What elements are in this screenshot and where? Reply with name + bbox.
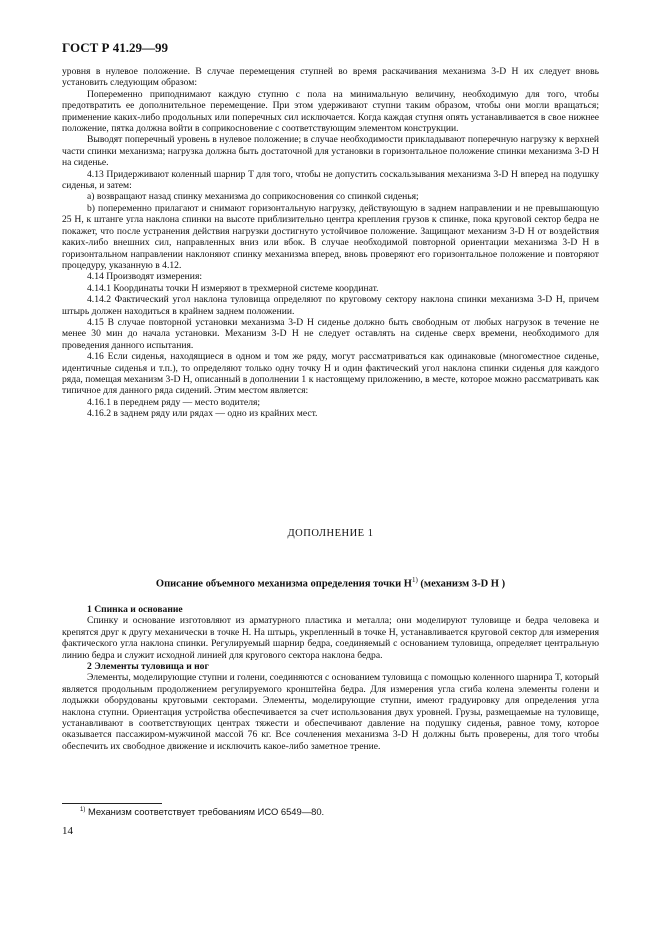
appendix-title-footnote-mark: 1) bbox=[411, 576, 418, 584]
section-heading: 1 Спинка и основание bbox=[87, 604, 183, 615]
appendix-title bbox=[62, 576, 599, 590]
paragraph: 4.15 В случае повторной установки механизма 3-D H сиденье должно быть свободным от любых нагрузок в течение не менее 30 мин до начала установки. Механизм 3-D H не следует оставлять на сиденье сверх времени, необходимого для проведения данного испытания. bbox=[62, 316, 599, 351]
paragraph: b) попеременно прилагают и снимают горизонтальную нагрузку, действующую в заднем направлении и не превышающую 25 Н, к штанге угла наклона спинки на высоте приблизительно центра крепления грузов к спинке, пока круговой сектор бедра не покажет, что после устранения действия нагрузки достигнуто устойчивое положение. Защищают механизм 3-D H от воздействия каких-либо внешних сил, направленных вниз или вбок. В случае необходимой повторной ориентации механизма 3-D H в горизонтальном направлении наклоняют спинку механизма вперед, вновь проверяют его горизонтальное положение и повторяют процедуру, указанную в 4.12. bbox=[62, 202, 599, 271]
section-text: Элементы, моделирующие ступни и голени, соединяются с основанием туловища с помощью коленного шарнира T, который является продольным продолжением регулируемого кронштейна бедра. Для измерения угла сгиба колена элементы голени и лодыжки оборудованы круговыми секторами. Элементы, моделирующие ступни, имеют градуировку для определения угла наклона ступни. Ориентация устройства обеспечивается за счет использования двух уровней. Грузы, размещаемые на туловище, устанавливают в соответствующих центрах тяжести и обеспечивают давление на подушку сиденья, равное тому, которое оказывается пассажиром-мужчиной массой 76 кг. Все сочленения механизма 3-D H должны быть проверены, для того чтобы обеспечить их свободное движение и исключить какое-либо заметное трение. bbox=[62, 672, 599, 752]
page-number: 14 bbox=[62, 825, 73, 837]
footnote-mark: 1) bbox=[80, 806, 86, 813]
paragraph: уровня в нулевое положение. В случае перемещения ступней во время раскачивания механизма 3-D H их следует вновь установить следующим образом: bbox=[62, 66, 599, 89]
paragraph: 4.14 Производят измерения: bbox=[87, 271, 203, 283]
appendix-sections bbox=[62, 604, 599, 752]
footnote-text: Механизм соответствует требованиям ИСО 6549—80. bbox=[85, 806, 325, 817]
paragraph: Выводят поперечный уровень в нулевое положение; в случае необходимости прикладывают поперечную нагрузку к верхней части спинки механизма; нагрузка должна быть достаточной для установки в горизонтальное положение спинки механизма 3-D H на сиденье. bbox=[62, 134, 599, 169]
document-header: ГОСТ Р 41.29—99 bbox=[62, 40, 168, 55]
paragraph: 4.16.2 в заднем ряду или рядах — одно из крайних мест. bbox=[87, 408, 318, 420]
footnote bbox=[80, 806, 324, 817]
appendix-title-tail: (механизм 3-D H ) bbox=[417, 578, 506, 590]
paragraph: а) возвращают назад спинку механизма до соприкосновения со спинкой сиденья; bbox=[87, 191, 419, 203]
footnote-divider bbox=[62, 803, 162, 804]
paragraph: 4.14.2 Фактический угол наклона туловища определяют по круговому сектору наклона спинки механизма 3-D H, причем штырь должен находиться в крайнем заднем положении. bbox=[62, 294, 599, 317]
section-heading: 2 Элементы туловища и ног bbox=[87, 661, 209, 673]
main-body-text bbox=[62, 66, 599, 420]
paragraph: 4.16 Если сиденья, находящиеся в одном и том же ряду, могут рассматриваться как одинаковые (многоместное сиденье, идентичные сиденья и т.п.), то определяют только одну точку H и один фактический угол наклона спинки сиденья для каждого ряда, помещая механизм 3-D H, описанный в дополнении 1 к настоящему приложению, в месте, которое можно рассматривать как типичное для данного ряда сидений. Этим местом является: bbox=[62, 351, 599, 397]
appendix-title-text: Описание объемного механизма определения точки H bbox=[155, 578, 412, 590]
paragraph: 4.13 Придерживают коленный шарнир T для того, чтобы не допустить соскальзывания механизма 3-D H вперед на подушку сиденья, и затем: bbox=[62, 168, 599, 192]
paragraph: Попеременно приподнимают каждую ступню с пола на минимальную величину, необходимую для того, чтобы предотвратить ее дополнительное перемещение. При этом удерживают ступни таким образом, чтобы они могли вращаться; применение каких-либо продольных или поперечных сил исключается. Когда каждая ступня опять устанавливается в свое нижнее положение, пятка должна войти в соприкосновение с соответствующим элементом конструкции. bbox=[62, 88, 599, 135]
paragraph: 4.16.1 в переднем ряду — место водителя; bbox=[87, 396, 261, 408]
paragraph: 4.14.1 Координаты точки H измеряют в трехмерной системе координат. bbox=[87, 282, 379, 294]
section-text: Спинку и основание изготовляют из арматурного пластика и металла; они моделируют туловище и бедра человека и крепятся друг к другу механически в точке H. На штырь, укрепленный в точке H, устанавливается круговой сектор для измерения фактического угла наклона спинки. Регулируемый шарнир бедра, соединяемый с основанием туловища, определяет центральную линию бедра и служит исходной линией для кругового сектора наклона бедра. bbox=[62, 615, 599, 661]
appendix-label: ДОПОЛНЕНИЕ 1 bbox=[287, 528, 374, 539]
